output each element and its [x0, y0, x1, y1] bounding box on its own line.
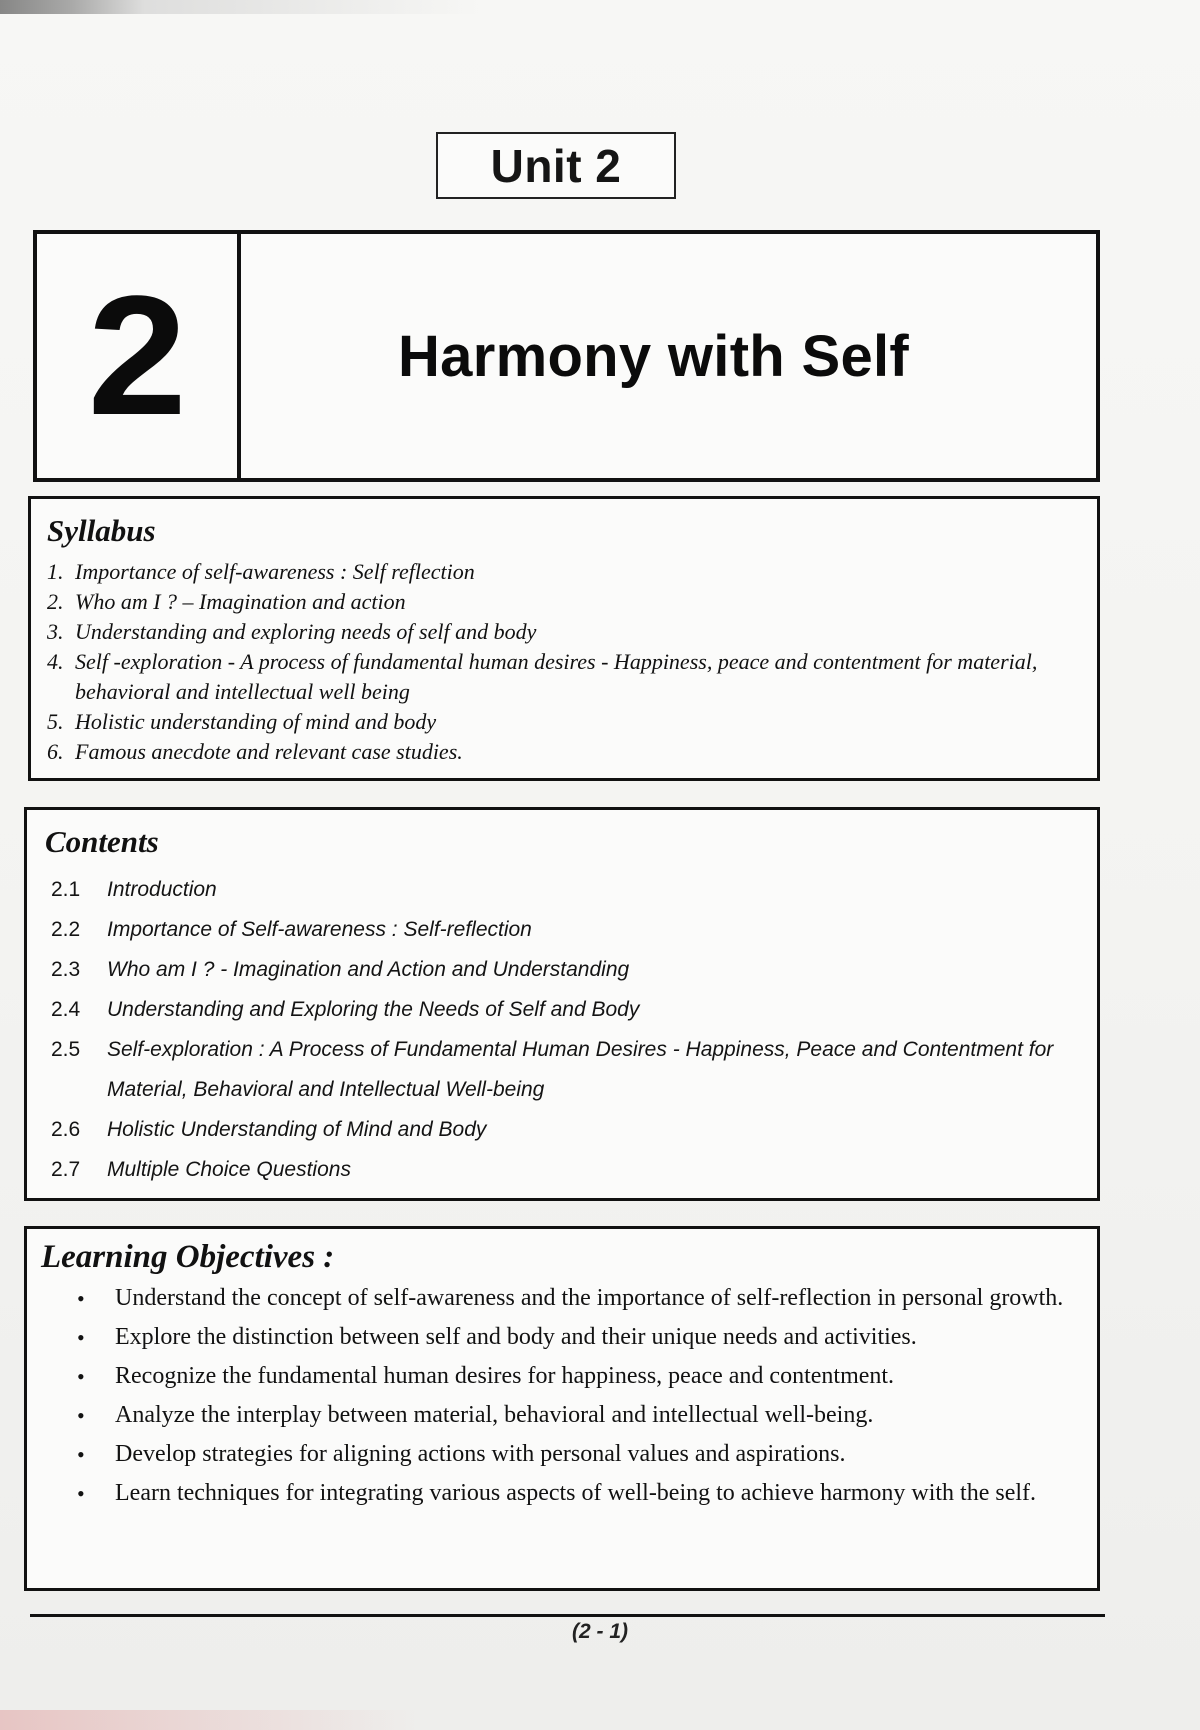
contents-item-text: Who am I ? - Imagination and Action and Understanding — [107, 958, 630, 981]
bullet-icon: • — [77, 1325, 85, 1350]
contents-heading: Contents — [45, 824, 159, 859]
contents-item-number: 2.1 — [51, 878, 81, 901]
contents-item-number: 2.3 — [51, 958, 81, 981]
contents-item-number: 2.5 — [51, 1038, 81, 1061]
syllabus-item — [47, 587, 1079, 617]
syllabus-item-number: 2. — [47, 589, 64, 614]
syllabus-item — [47, 737, 1079, 767]
contents-item-text: Introduction — [107, 878, 217, 901]
contents-item-text: Holistic Understanding of Mind and Body — [107, 1118, 487, 1141]
syllabus-item-text: Who am I ? – Imagination and action — [75, 589, 406, 614]
learning-objective-text: Explore the distinction between self and body and their unique needs and activities. — [115, 1324, 917, 1350]
learning-objective-text: Analyze the interplay between material, behavioral and intellectual well-being. — [115, 1402, 874, 1428]
learning-objectives-list — [41, 1282, 1079, 1510]
contents-item-number: 2.6 — [51, 1118, 81, 1141]
contents-item — [45, 910, 1079, 950]
contents-item-number: 2.2 — [51, 918, 81, 941]
learning-objective-item — [77, 1321, 1079, 1354]
syllabus-item-text: Importance of self-awareness : Self reflection — [75, 559, 475, 584]
contents-item-text: Self-exploration : A Process of Fundamental Human Desires - Happiness, Peace and Contentment for Material, Behavioral and Intellectual Well-being — [107, 1038, 1054, 1101]
learning-objectives-box — [24, 1226, 1100, 1591]
page-top-shadow — [0, 0, 1200, 14]
learning-objective-item — [77, 1282, 1079, 1315]
footer-divider — [30, 1614, 1105, 1617]
contents-item — [45, 1150, 1079, 1190]
syllabus-heading: Syllabus — [47, 513, 156, 548]
syllabus-item-number: 5. — [47, 709, 64, 734]
learning-objective-item — [77, 1438, 1079, 1471]
chapter-number: 2 — [87, 261, 187, 451]
learning-objective-item — [77, 1477, 1079, 1510]
learning-objective-item — [77, 1360, 1079, 1393]
syllabus-item-text: Holistic understanding of mind and body — [75, 709, 437, 734]
contents-list — [45, 870, 1079, 1190]
syllabus-item-number: 3. — [47, 619, 64, 644]
syllabus-item-number: 1. — [47, 559, 64, 584]
contents-box — [24, 807, 1100, 1201]
bullet-icon: • — [77, 1403, 85, 1428]
chapter-header — [33, 230, 1100, 482]
learning-objective-text: Recognize the fundamental human desires for happiness, peace and contentment. — [115, 1363, 895, 1389]
syllabus-item-number: 4. — [47, 649, 64, 674]
contents-item-text: Multiple Choice Questions — [107, 1158, 351, 1181]
syllabus-item-text: Understanding and exploring needs of self and body — [75, 619, 537, 644]
learning-objective-text: Understand the concept of self-awareness and the importance of self-reflection in personal growth. — [115, 1285, 1064, 1311]
chapter-number-cell — [37, 234, 241, 478]
syllabus-item-number: 6. — [47, 739, 64, 764]
syllabus-item — [47, 557, 1079, 587]
unit-label: Unit 2 — [490, 139, 622, 192]
syllabus-item-text: Self -exploration - A process of fundamental human desires - Happiness, peace and contentment for material, behavioral and intellectual well being — [75, 649, 1038, 704]
bullet-icon: • — [77, 1481, 85, 1506]
learning-objective-text: Develop strategies for aligning actions with personal values and aspirations. — [115, 1441, 846, 1467]
unit-label-box — [436, 132, 676, 199]
syllabus-item-text: Famous anecdote and relevant case studies. — [75, 739, 463, 764]
syllabus-item — [47, 617, 1079, 647]
syllabus-item — [47, 647, 1079, 707]
syllabus-item — [47, 707, 1079, 737]
contents-item-number: 2.7 — [51, 1158, 81, 1181]
bullet-icon: • — [77, 1286, 85, 1311]
contents-item — [45, 1110, 1079, 1150]
learning-objectives-heading: Learning Objectives : — [41, 1239, 335, 1275]
syllabus-list — [47, 557, 1079, 767]
learning-objective-item — [77, 1399, 1079, 1432]
page-bottom-edge — [0, 1710, 1200, 1730]
syllabus-box — [28, 496, 1100, 781]
page-number: (2 - 1) — [571, 1620, 628, 1643]
bullet-icon: • — [77, 1442, 85, 1467]
contents-item-text: Importance of Self-awareness : Self-reflection — [107, 918, 532, 941]
chapter-title-cell — [241, 234, 1096, 478]
chapter-title: Harmony with Self — [397, 323, 910, 389]
contents-item — [45, 950, 1079, 990]
bullet-icon: • — [77, 1364, 85, 1389]
contents-item — [45, 870, 1079, 910]
contents-item — [45, 990, 1079, 1030]
learning-objective-text: Learn techniques for integrating various aspects of well-being to achieve harmony with the self. — [115, 1480, 1037, 1506]
contents-item-text: Understanding and Exploring the Needs of Self and Body — [107, 998, 640, 1021]
contents-item — [45, 1030, 1079, 1110]
contents-item-number: 2.4 — [51, 998, 81, 1021]
